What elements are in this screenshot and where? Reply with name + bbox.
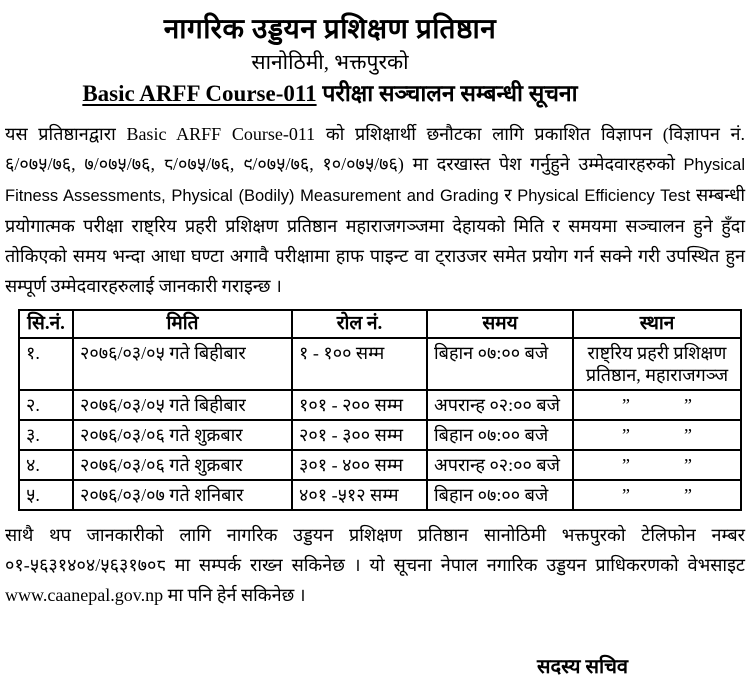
table-row (19, 480, 741, 510)
cell-serial-no: १. (19, 338, 73, 390)
cell-roll-range: ४०१ -५१२ सम्म (292, 480, 427, 510)
footer-text-1: साथै थप जानकारीको लागि नागरिक उड्डयन प्रशिक्षण प्रतिष्ठान सानोठिमी भक्तपुरको टेलिफोन नम्बर ०१-५६३१४०४/५६३१७०८ मा सम्पर्क राख्न सकिनेछ । यो सूचना नेपाल नगारिक उड्डयन प्राधिकरणको वेभसाइट (5, 525, 745, 575)
cell-roll-range: ३०१ - ४०० सम्म (292, 450, 427, 480)
table-row (19, 338, 741, 390)
notice-heading (5, 78, 655, 110)
cell-location-ditto: ” ” (573, 450, 741, 480)
cell-location-ditto: ” ” (573, 480, 741, 510)
cell-location: राष्ट्रिय प्रहरी प्रशिक्षण प्रतिष्ठान, महाराजगञ्ज (573, 338, 741, 390)
table-row (19, 450, 741, 480)
intro-text-2: को प्रशिक्षार्थी छनौटका लागि प्रकाशित विज्ञापन (विज्ञापन नं. ६/०७५/७६, ७/०७५/७६, ८/०७५/७६, ९/०७५/७६, १०/०७५/७६) मा दरखास्त पेश गर्नुहुने उम्मेदवारहरुको (5, 124, 746, 174)
intro-paragraph (5, 119, 745, 301)
cell-time: बिहान ०७:०० बजे (427, 338, 573, 390)
signature-member-secretary: सदस्य सचिव (537, 656, 629, 678)
notice-heading-nepali: परीक्षा सञ्चालन सम्बन्धी सूचना (316, 81, 578, 106)
cell-serial-no: ३. (19, 420, 73, 450)
cell-date: २०७६/०३/०५ गते बिहीबार (73, 338, 292, 390)
intro-text-3: र (498, 185, 518, 205)
cell-time: अपरान्ह ०२:०० बजे (427, 390, 573, 420)
course-name: Basic ARFF Course-011 (82, 81, 317, 106)
cell-date: २०७६/०३/०७ गते शनिबार (73, 480, 292, 510)
intro-text-1: यस प्रतिष्ठानद्वारा (5, 124, 127, 144)
col-header-date: मिति (73, 310, 292, 338)
document-header (5, 12, 655, 110)
intro-test-names-1: Physical Fitness Assessments, Physical (Bodily) Measurement and Grading (5, 156, 745, 205)
cell-roll-range: १ - १०० सम्म (292, 338, 427, 390)
col-header-serial-no: सि.नं. (19, 310, 73, 338)
cell-date: २०७६/०३/०५ गते बिहीबार (73, 390, 292, 420)
cell-serial-no: ४. (19, 450, 73, 480)
col-header-roll-no: रोल नं. (292, 310, 427, 338)
table-row (19, 390, 741, 420)
organization-title: नागरिक उड्डयन प्रशिक्षण प्रतिष्ठान (163, 14, 497, 45)
intro-course-name: Basic ARFF Course-011 (126, 124, 316, 144)
col-header-location: स्थान (573, 310, 741, 338)
footer-text-2: मा पनि हेर्न सकिनेछ । (163, 585, 306, 605)
cell-serial-no: २. (19, 390, 73, 420)
cell-time: बिहान ०७:०० बजे (427, 420, 573, 450)
cell-roll-range: २०१ - ३०० सम्म (292, 420, 427, 450)
cell-time: बिहान ०७:०० बजे (427, 480, 573, 510)
intro-text-4: सम्बन्धी प्रयोगात्मक परीक्षा राष्ट्रिय प्रहरी प्रशिक्षण प्रतिष्ठान महाराजगञ्जमा देहायको मिति र समयमा सञ्चालन हुने हुँदा तोकिएको समय भन्दा आधा घण्टा अगावै परीक्षामा हाफ पाइन्ट वा ट्राउजर समेत प्रयोग गर्न सक्ने गरी उपस्थित हुन सम्पूर्ण उम्मेदवारहरुलाई जानकारी गराइन्छ । (5, 185, 746, 296)
cell-time: अपरान्ह ०२:०० बजे (427, 450, 573, 480)
footer-paragraph (5, 520, 745, 610)
cell-roll-range: १०१ - २०० सम्म (292, 390, 427, 420)
organization-address: सानोठिमी, भक्तपुरको (251, 50, 409, 74)
table-row (19, 420, 741, 450)
intro-test-names-2: Physical Efficiency Test (517, 187, 691, 205)
table-header-row (19, 310, 741, 338)
exam-schedule-table (18, 309, 742, 511)
cell-location-ditto: ” ” (573, 390, 741, 420)
cell-serial-no: ५. (19, 480, 73, 510)
cell-date: २०७६/०३/०६ गते शुक्रबार (73, 420, 292, 450)
cell-date: २०७६/०३/०६ गते शुक्रबार (73, 450, 292, 480)
col-header-time: समय (427, 310, 573, 338)
cell-location-ditto: ” ” (573, 420, 741, 450)
website-url: www.caanepal.gov.np (5, 585, 164, 605)
